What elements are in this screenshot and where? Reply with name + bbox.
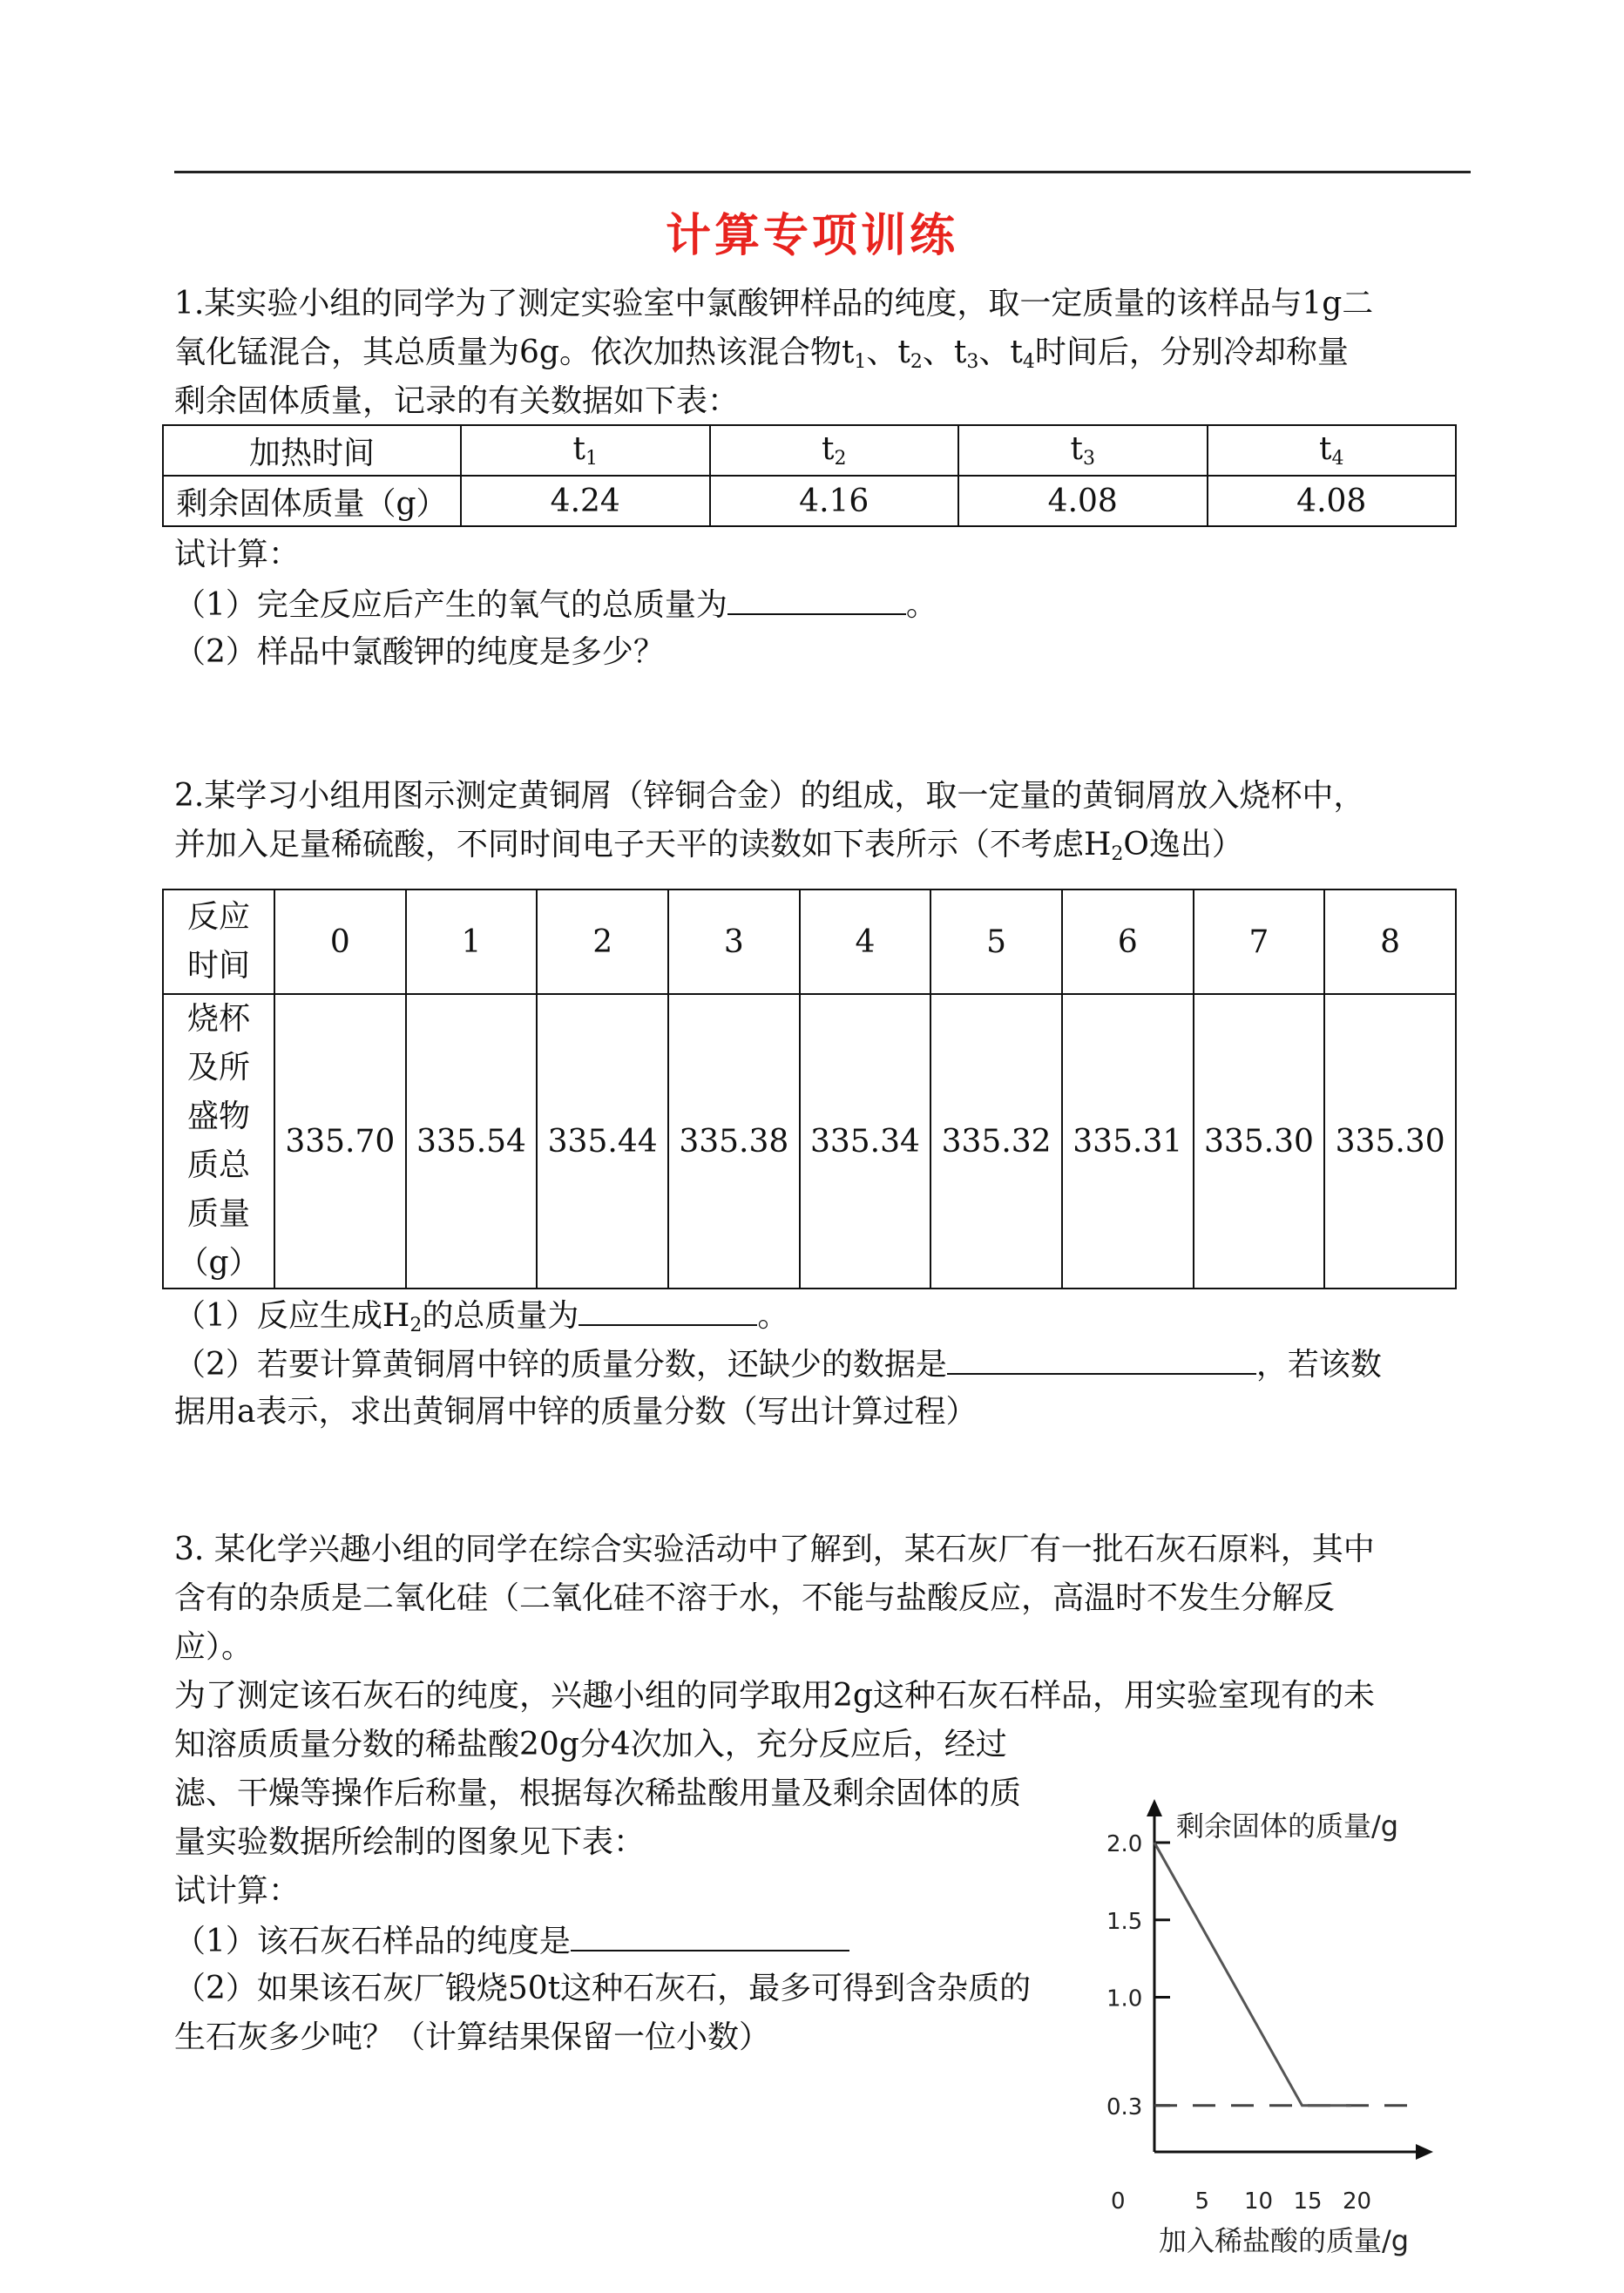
q1-time-cell: $t_3$ — [958, 425, 1208, 476]
y-tick-label: 1.5 — [1106, 1908, 1143, 1935]
q2-time-cell: 0 — [274, 889, 406, 994]
q1-value-cell: 4.24 — [461, 476, 710, 526]
q2-value-cell: 335.30 — [1324, 994, 1456, 1289]
q2-time-cell: 3 — [668, 889, 800, 994]
q2-time-cell: 1 — [406, 889, 538, 994]
q2-value-cell: 335.38 — [668, 994, 800, 1289]
q1-time-cell: $t_4$ — [1208, 425, 1457, 476]
q2-value-cell: 335.30 — [1194, 994, 1325, 1289]
q3-line-4: 为了测定该石灰石的纯度，兴趣小组的同学取用2g这种石灰石样品，用实验室现有的未 — [174, 1678, 1375, 1714]
q2-value-cell: 335.70 — [274, 994, 406, 1289]
y-axis-arrow-icon — [1147, 1799, 1162, 1816]
q2-line-2-tail: O逸出） — [1123, 827, 1243, 862]
x-tick-label: 15 — [1293, 2188, 1323, 2215]
q1-line-2-text: 氧化锰混合，其总质量为6g。依次加热该混合物 — [174, 335, 842, 370]
q3-sub-2-line-2: 生石灰多少吨？（计算结果保留一位小数） — [174, 2019, 771, 2055]
q1-line-2-tail: 时间后，分别冷却称量 — [1034, 335, 1349, 370]
q2-row2-label: 烧杯 及所 盛物 质总 质量 （g） — [163, 994, 274, 1289]
q2-table — [162, 889, 1457, 1289]
header-rule — [174, 171, 1471, 173]
q1-line-3: 剩余固体质量，记录的有关数据如下表： — [174, 383, 740, 419]
q3-sub-1 — [174, 1915, 849, 1967]
q3-line-1: 3. 某化学兴趣小组的同学在综合实验活动中了解到，某石灰厂有一批石灰石原料，其中 — [174, 1532, 1375, 1567]
q2-time-cell: 8 — [1324, 889, 1456, 994]
q1-sub-1 — [174, 578, 937, 631]
answer-blank — [947, 1338, 1256, 1375]
q3-sub-2-line-1: （2）如果该石灰厂锻烧50t这种石灰石，最多可得到含杂质的 — [174, 1971, 1032, 2006]
q3-line-7: 量实验数据所绘制的图象见下表： — [174, 1824, 646, 1860]
q1-sub-1-text: （1）完全反应后产生的氧气的总质量为 — [174, 587, 727, 623]
x-axis-arrow-icon — [1416, 2144, 1433, 2160]
answer-blank — [727, 578, 906, 615]
answer-blank — [571, 1915, 849, 1951]
q2-sub-2-line-2: 据用a表示，求出黄铜屑中锌的质量分数（写出计算过程） — [174, 1394, 978, 1430]
q2-sub-2-text: （2）若要计算黄铜屑中锌的质量分数，还缺少的数据是 — [174, 1347, 947, 1383]
y-tick-label: 0.3 — [1106, 2093, 1143, 2121]
q1-value-cell: 4.16 — [710, 476, 959, 526]
y-tick-label: 1.0 — [1106, 1985, 1143, 2012]
q2-time-cell: 2 — [537, 889, 668, 994]
q3-line-6: 滤、干燥等操作后称量，根据每次稀盐酸用量及剩余固体的质 — [174, 1776, 1022, 1811]
q2-sub-1: （1）反应生成$H_2$的总质量为 。 — [174, 1289, 788, 1351]
page-title: 计算专项训练 — [665, 210, 958, 262]
q2-time-cell: 4 — [800, 889, 931, 994]
q2-sub-2-tail: ，若该数 — [1255, 1347, 1382, 1383]
q3-try-calc: 试计算： — [174, 1873, 301, 1909]
q3-sub-1-text: （1）该石灰石样品的纯度是 — [174, 1924, 571, 1959]
q1-value-cell: 4.08 — [1208, 476, 1457, 526]
q2-sub-2 — [174, 1338, 1382, 1390]
q1-line-2: 氧化锰混合，其总质量为6g。依次加热该混合物$t_1$、$t_2$、$t_3$、$t_4$时间后，分别冷却称量 — [174, 335, 1349, 373]
x-axis-label: 加入稀盐酸的质量/g — [1159, 2224, 1410, 2257]
q2-value-cell: 335.44 — [537, 994, 668, 1289]
q2-line-2: 并加入足量稀硫酸，不同时间电子天平的读数如下表所示（不考虑$H_2O$逸出） — [174, 827, 1243, 865]
q2-line-2-text: 并加入足量稀硫酸，不同时间电子天平的读数如下表所示（不考虑H — [174, 827, 1112, 862]
y-tick-label: 2.0 — [1106, 1831, 1143, 1857]
x-tick-label: 10 — [1244, 2188, 1274, 2215]
q1-table-row-time — [163, 425, 1456, 476]
q3-line-5: 知溶质质量分数的稀盐酸20g分4次加入，充分反应后，经过 — [174, 1727, 1007, 1762]
q2-table-row-time — [163, 889, 1456, 994]
q1-line-1: 1.某实验小组的同学为了测定实验室中氯酸钾样品的纯度，取一定质量的该样品与1g二 — [174, 286, 1374, 321]
q2-value-cell: 335.31 — [1062, 994, 1194, 1289]
q2-sub-1-end: 。 — [757, 1298, 789, 1334]
q2-table-row-mass — [163, 994, 1456, 1289]
answer-blank — [579, 1289, 757, 1326]
q2-time-cell: 6 — [1062, 889, 1194, 994]
chart-ticks — [1106, 1831, 1371, 2215]
q1-table-row-mass — [163, 476, 1456, 526]
q2-row1-label: 反应 时间 — [163, 889, 274, 994]
series-line — [1154, 1843, 1351, 2106]
q2-time-cell: 7 — [1194, 889, 1325, 994]
q2-sub-1-text: （1）反应生成H — [174, 1298, 410, 1334]
q3-chart — [1072, 1790, 1455, 2261]
q1-row2-label: 剩余固体质量（g） — [163, 476, 461, 526]
q2-value-cell: 335.34 — [800, 994, 931, 1289]
q1-time-cell: $t_2$ — [710, 425, 959, 476]
q1-try-calc: 试计算： — [174, 537, 301, 572]
q1-sub-2: （2）样品中氯酸钾的纯度是多少？ — [174, 634, 665, 670]
q3-line-3: 应）。 — [174, 1629, 254, 1665]
q2-sub-1-mid: 的总质量为 — [422, 1298, 579, 1334]
y-axis-label: 剩余固体的质量/g — [1176, 1809, 1399, 1843]
x-tick-label: 20 — [1343, 2188, 1372, 2215]
q1-sub-1-end: 。 — [905, 587, 937, 623]
x-tick-label: 5 — [1194, 2188, 1210, 2215]
q2-time-cell: 5 — [930, 889, 1062, 994]
q1-row1-label: 加热时间 — [163, 425, 461, 476]
q1-value-cell: 4.08 — [958, 476, 1208, 526]
q3-line-2: 含有的杂质是二氧化硅（二氧化硅不溶于水，不能与盐酸反应，高温时不发生分解反 — [174, 1580, 1336, 1616]
x-tick-label: 0 — [1111, 2188, 1126, 2215]
q1-table — [162, 424, 1457, 527]
q2-line-1: 2.某学习小组用图示测定黄铜屑（锌铜合金）的组成，取一定量的黄铜屑放入烧杯中， — [174, 778, 1365, 814]
q1-time-cell: $t_1$ — [461, 425, 710, 476]
q2-value-cell: 335.54 — [406, 994, 538, 1289]
q2-value-cell: 335.32 — [930, 994, 1062, 1289]
